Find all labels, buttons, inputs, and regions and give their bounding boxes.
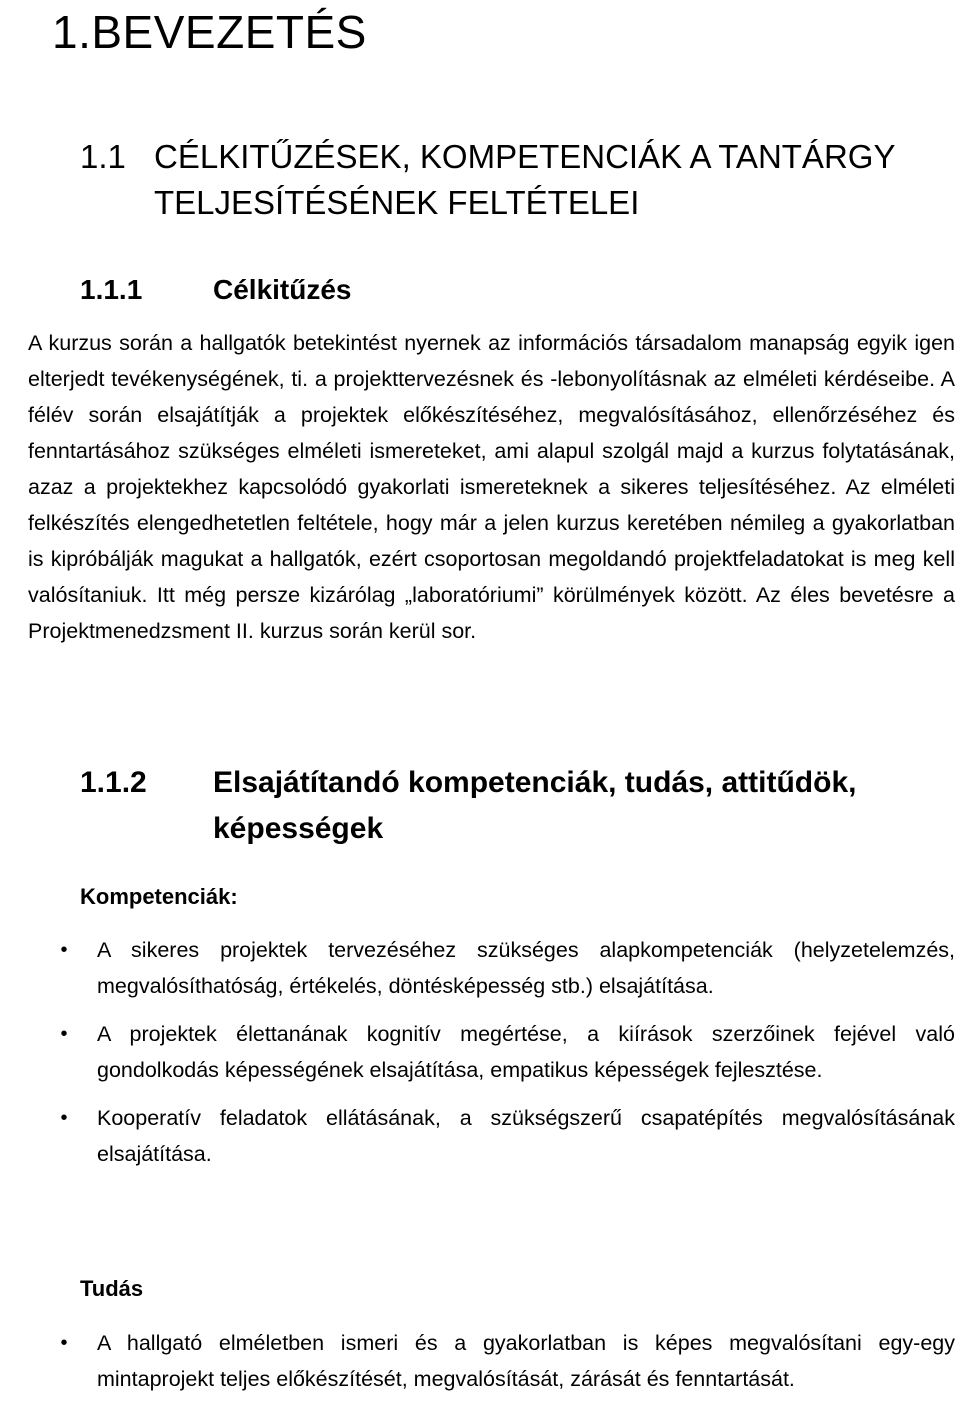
subsection-number: 1.1.2 [80, 766, 147, 799]
chapter-title: 1.BEVEZETÉS [52, 6, 367, 58]
list-item-text: Kooperatív feladatok ellátásának, a szükségszerű csapatépítés megvalósításának elsajátítása. [97, 1106, 955, 1166]
tudas-heading: Tudás [80, 1276, 144, 1301]
list-item-text: A sikeres projektek tervezéséhez szükséges alapkompetenciák (helyzetelemzés, megvalósíthatóság, értékelés, döntésképesség stb.) elsajátítása. [97, 938, 955, 998]
kompetenciak-heading: Kompetenciák: [80, 884, 238, 909]
bullet-icon: • [60, 1107, 68, 1129]
list-item-text: A projektek élettanának kognitív megértése, a kiírások szerzőinek fejével való gondolkodás képességének elsajátítása, empatikus képességek fejlesztése. [97, 1022, 955, 1082]
paragraph-sentence-1: A kurzus során a hallgatók betekintést nyernek az információs társadalom manapság egyik igen elterjedt tevékenységének, ti. a projekttervezésnek és -lebonyolításnak az elméleti kérdéseibe. [28, 331, 955, 391]
kompetenciak-list [0, 932, 960, 1184]
bullet-icon: • [60, 1332, 68, 1354]
list-item [0, 932, 960, 1004]
section-number: 1.1 [80, 138, 126, 175]
list-item [0, 1100, 960, 1172]
list-item [0, 1325, 960, 1397]
subsection-title: Célkitűzés [213, 274, 352, 305]
bullet-icon: • [60, 939, 68, 961]
list-item [0, 1016, 960, 1088]
body-paragraph [28, 325, 955, 649]
section-title: CÉLKITŰZÉSEK, KOMPETENCIÁK A TANTÁRGY TELJESÍTÉSÉNEK FELTÉTELEI [154, 138, 895, 221]
subsection-title: Elsajátítandó kompetenciák, tudás, attitűdök, képességek [213, 766, 857, 845]
tudas-list [0, 1325, 960, 1409]
subsection-number: 1.1.1 [80, 274, 143, 305]
paragraph-sentence-3: Az elméleti felkészítés elengedhetetlen feltétele, hogy már a jelen kurzus keretében némileg a gyakorlatban is kipróbálják magukat a hallgatók, ezért csoportosan megoldandó projektfeladatokat is meg kell valósítaniuk. Itt még persze kizárólag „laboratóriumi” körülmények között. Az éles bevetésre a Projektmenedzsment II. kurzus során kerül sor. [28, 475, 956, 643]
bullet-icon: • [60, 1023, 68, 1045]
list-item-text: A hallgató elméletben ismeri és a gyakorlatban is képes megvalósítani egy-egy mintaprojekt teljes előkészítését, megvalósítását, zárását és fenntartását. [97, 1331, 955, 1391]
paragraph-sentence-2: A félév során elsajátítják a projektek előkészítéséhez, megvalósításához, ellenőrzéséhez és fenntartásához szükséges elméleti ismereteket, ami alapul szolgál majd a kurzus folytatásának, azaz a projektekhez kapcsolódó gyakorlati ismereteknek a sikeres teljesítéséhez. [28, 367, 955, 499]
